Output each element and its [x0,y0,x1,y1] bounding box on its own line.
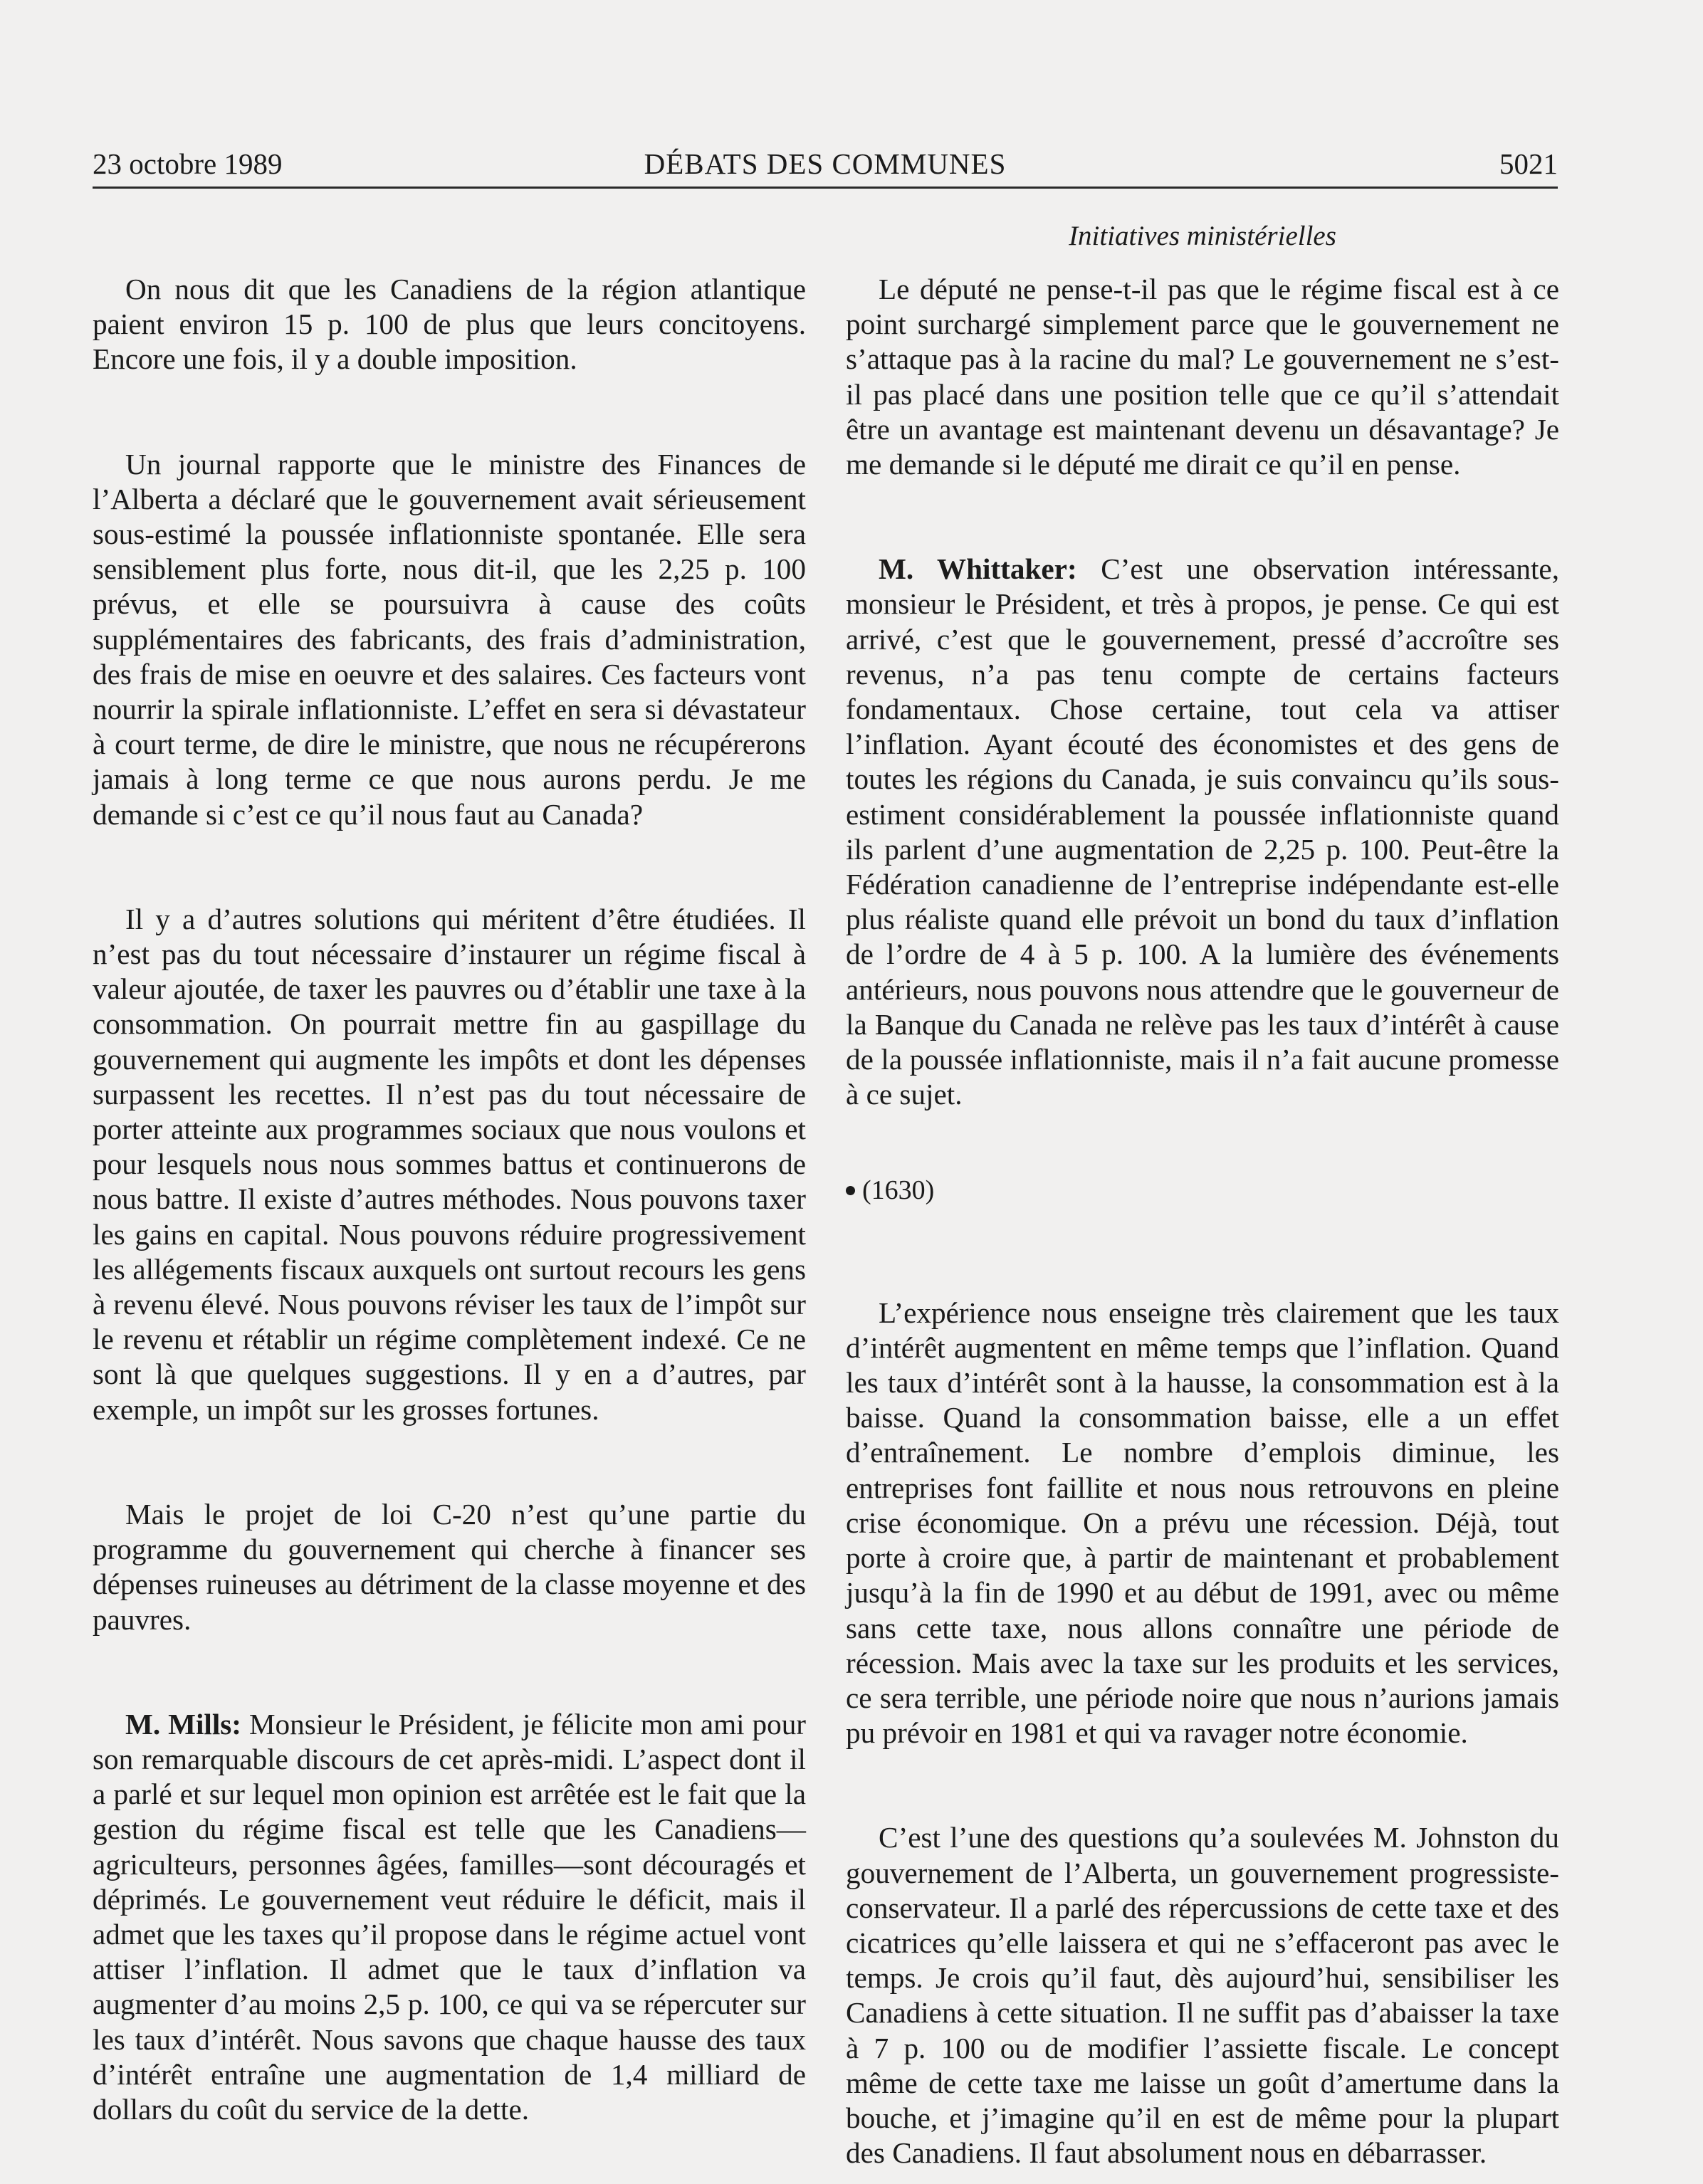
paragraph-gap [93,377,806,447]
speaker-name: M. Whittaker: [879,552,1077,586]
speaker-name: M. Mills: [125,1707,242,1741]
header-rule [93,187,1558,189]
paragraph: Le député ne pense-t-il pas que le régime fiscal est à ce point surchargé simplement parce que le gouvernement ne s’attaque pas à la racine du mal? Le gouvernement ne s’est-il pas placé dans une position telle que ce qu’il s’attendait être un avantage est maintenant devenu un désavantage? Je me demande si le député me dirait ce qu’il en pense. [846,273,1559,481]
paragraph-gap [93,832,806,902]
section-title: Initiatives ministérielles [1069,221,1336,251]
paragraph-gap [846,1112,1559,1173]
paragraph: Un journal rapporte que le ministre des Finances de l’Alberta a déclaré que le gouvernement avait sérieusement sous-estimé la poussée inflationniste spontanée. Elle sera sensiblement plus forte, nous dit-il, que les 2,25 p. 100 prévus, et elle se poursuivra à cause des coûts supplémentaires des fabricants, des frais d’administration, des frais de mise en oeuvre et des salaires. Ces facteurs vont nourrir la spirale inflationniste. L’effet en sera si dévastateur à court terme, de dire le ministre, que nous ne récupérerons jamais à long terme ce que nous aurons perdu. Je me demande si c’est ce qu’il nous faut au Canada? [93,447,806,831]
left-column [93,272,806,2127]
bullet-icon [846,1186,855,1195]
speech-text: Monsieur le Président, je félicite mon ami pour son remarquable discours de cet après-midi. L’aspect dont il a parlé et sur lequel mon opinion est arrêtée est le fait que la gestion du régime fiscal est telle que les Canadiens—agriculteurs, personnes âgées, familles—sont découragés et déprimés. Le gouvernement veut réduire le déficit, mais il admet que les taxes qu’il propose dans le régime actuel vont attiser l’inflation. Il admet que le taux d’inflation va augmenter d’au moins 2,5 p. 100, ce qui va se répercuter sur les taux d’intérêt. Nous savons que chaque hausse des taux d’intérêt entraîne une augmentation de 1,4 milliard de dollars du coût du service de la dette. [93,1707,806,2126]
paragraph: Il y a d’autres solutions qui méritent d’être étudiées. Il n’est pas du tout nécessaire d’instaurer un régime fiscal à valeur ajoutée, de taxer les pauvres ou d’établir une taxe à la consommation. On pourrait mettre fin au gaspillage du gouvernement qui augmente les impôts et dont les dépenses surpassent les recettes. Il n’est pas du tout nécessaire de porter atteinte aux programmes sociaux que nous voulons et pour lesquels nous nous sommes battus et continuerons de nous battre. Il existe d’autres méthodes. Nous pouvons taxer les gains en capital. Nous pouvons réduire progressivement les allégements fiscaux auxquels ont surtout recours les gens à revenu élevé. Nous pouvons réviser les taux de l’impôt sur le revenu et rétablir un régime complètement indexé. Ce ne sont là que quelques suggestions. Il y en a d’autres, par exemple, un impôt sur les grosses fortunes. [93,902,806,1426]
speech-paragraph [846,552,1559,1112]
paragraph: On nous dit que les Canadiens de la région atlantique paient environ 15 p. 100 de plus que leurs concitoyens. Encore une fois, il y a double imposition. [93,273,806,376]
paragraph-gap [846,482,1559,552]
paragraph-gap [93,1427,806,1497]
time-marker-text: (1630) [862,1175,935,1206]
speech-paragraph [93,1707,806,2127]
page-header [93,142,1558,185]
speech-text: C’est une observation intéressante, monsieur le Président, et très à propos, je pense. Ce qui est arrivé, c’est que le gouvernement, pressé d’accroître ses revenus, n’a pas tenu compte de certains facteurs fondamentaux. Chose certaine, tout cela va attiser l’inflation. Ayant écouté des économistes et des gens de toutes les régions du Canada, je suis convaincu qu’ils sous-estiment considérablement la poussée inflationniste quand ils parlent d’une augmentation de 2,25 p. 100. Peut-être la Fédération canadienne de l’entreprise indépendante est-elle plus réaliste quand elle prévoit un bond du taux d’inflation de l’ordre de 4 à 5 p. 100. A la lumière des événements antérieurs, nous pouvons nous attendre que le gouverneur de la Banque du Canada ne relève pas les taux d’intérêt à cause de la poussée inflationniste, mais il n’a fait aucune promesse à ce sujet. [846,552,1559,1111]
header-date: 23 octobre 1989 [93,147,283,180]
paragraph-gap [846,1750,1559,1820]
paragraph: Mais le projet de loi C-20 n’est qu’une partie du programme du gouvernement qui cherche à financer ses dépenses ruineuses au détriment de la classe moyenne et des pauvres. [93,1497,806,1636]
paragraph-gap [846,1209,1559,1296]
paragraph-gap [93,1637,806,1707]
right-column [846,272,1559,2170]
paragraph: L’expérience nous enseigne très clairement que les taux d’intérêt augmentent en même temps que l’inflation. Quand les taux d’intérêt sont à la hausse, la consommation est à la baisse. Quand la consommation baisse, elle a un effet d’entraînement. Le nombre d’emplois diminue, les entreprises font faillite et nous nous retrouvons en pleine crise économique. On a prévu une récession. Déjà, tout porte à croire que, à partir de maintenant et probablement jusqu’à la fin de 1990 et au début de 1991, avec ou même sans cette taxe, nous allons connaître une période de récession. Mais avec la taxe sur les produits et les services, ce sera terrible, une période noire que nous n’aurions jamais pu prévoir en 1981 et qui va ravager notre économie. [846,1296,1559,1750]
time-marker [846,1173,1559,1208]
paragraph: C’est l’une des questions qu’a soulevées M. Johnston du gouvernement de l’Alberta, un gouvernement progressiste-conservateur. Il a parlé des répercussions de cette taxe et des cicatrices qu’elle laissera et qui ne s’effaceront pas avec le temps. Je crois qu’il faut, dès aujourd’hui, sensibiliser les Canadiens à cette situation. Il ne suffit pas d’abaisser la taxe à 7 p. 100 ou de modifier l’assiette fiscale. Le concept même de cette taxe me laisse un goût d’amertume dans la bouche, et j’imagine qu’il en est de même pour la plupart des Canadiens. Il faut absolument nous en débarrasser. [846,1821,1559,2170]
page-number: 5021 [1499,147,1558,180]
journal-title: DÉBATS DES COMMUNES [644,147,1007,180]
